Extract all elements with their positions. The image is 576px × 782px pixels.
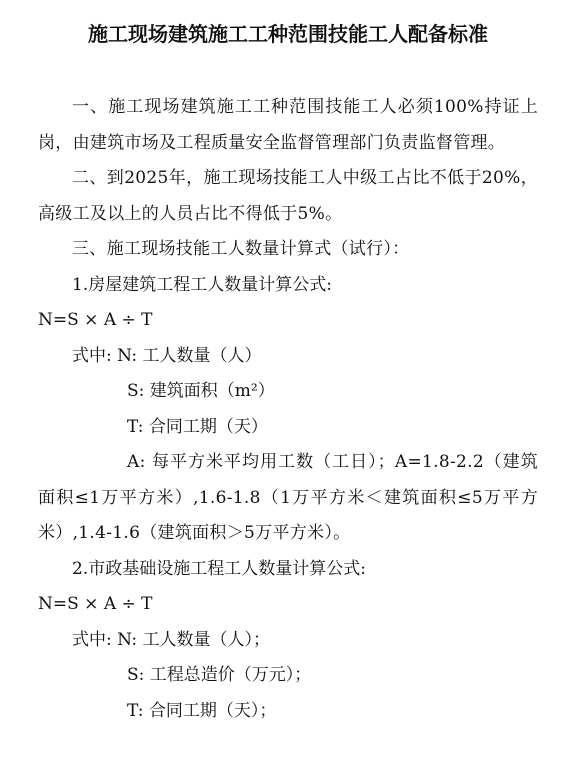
paragraph-certification: 一、施工现场建筑施工工种范围技能工人必须100%持证上岗，由建筑市场及工程质量安全监督管理部门负责监督管理。 xyxy=(38,97,538,153)
section-municipal-n-definition: 式中: N: 工人数量（人）； xyxy=(72,629,271,650)
paragraph-calculation-heading: 三、施工现场技能工人数量计算式（试行）： xyxy=(72,239,410,259)
section-building-heading: 1.房屋建筑工程工人数量计算公式: xyxy=(72,274,332,295)
section-building-t-definition: T: 合同工期（天） xyxy=(127,416,268,437)
section-building-a-definition: A: 每平方米平均用工数（工日）；A=1.8-2.2（建筑面积≤1万平方米）,1.6-1.8（1万平方米＜建筑面积≤5万平方米）,1.4-1.6（建筑面积＞5万平方米）。 xyxy=(38,452,538,543)
section-municipal-formula: N=S × A ÷ T xyxy=(38,594,153,614)
section-municipal-heading: 2.市政基础设施工程工人数量计算公式: xyxy=(72,558,366,579)
section-building-formula: N=S × A ÷ T xyxy=(38,310,153,330)
section-municipal-t-definition: T: 合同工期（天）； xyxy=(127,700,277,721)
section-municipal-s-definition: S: 工程总造价（万元）； xyxy=(127,665,312,685)
document-body xyxy=(38,90,538,729)
document-title: 施工现场建筑施工工种范围技能工人配备标准 xyxy=(88,22,488,46)
section-building-s-definition: S: 建筑面积（m²） xyxy=(127,381,275,401)
section-building-n-definition: 式中: N: 工人数量（人） xyxy=(72,345,262,366)
paragraph-skill-ratio: 二、到2025年，施工现场技能工人中级工占比不低于20%，高级工及以上的人员占比不得低于5%。 xyxy=(38,168,538,224)
